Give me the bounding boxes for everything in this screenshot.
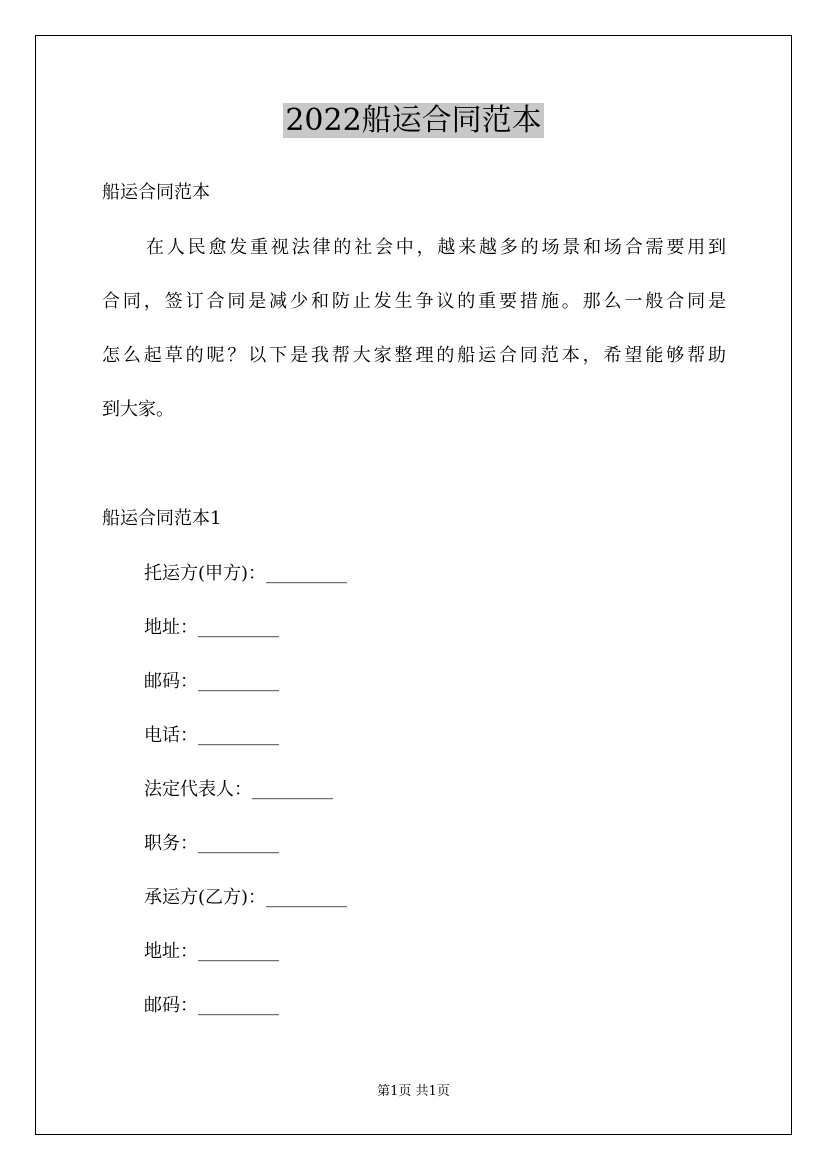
field-blank: _________: [198, 671, 279, 692]
field-row: [144, 939, 279, 965]
field-blank: _________: [198, 995, 279, 1016]
sample-heading: 船运合同范本1: [102, 508, 222, 529]
field-row: [144, 777, 333, 803]
field-row: [144, 885, 347, 911]
field-blank: _________: [198, 617, 279, 638]
document-title-text: 2022船运合同范本: [285, 103, 542, 138]
field-row: [144, 993, 279, 1019]
field-blank: _________: [198, 941, 279, 962]
intro-line-4: 到大家。: [102, 399, 174, 420]
intro-line-2: 合同，签订合同是减少和防止发生争议的重要措施。那么一般合同是: [102, 291, 726, 312]
field-blank: _________: [252, 779, 333, 800]
field-label-carrier: 承运方(乙方)：: [144, 887, 267, 908]
page-footer: 第1页 共1页: [377, 1084, 450, 1099]
document-title: [0, 100, 827, 142]
field-row: [144, 561, 347, 587]
field-label-postcode: 邮码：: [144, 671, 198, 692]
field-label-shipper: 托运方(甲方)：: [144, 563, 267, 584]
field-blank: _________: [198, 833, 279, 854]
field-label-phone: 电话：: [144, 725, 198, 746]
field-label-address: 地址：: [144, 941, 198, 962]
field-blank: _________: [266, 563, 348, 584]
field-blank: _________: [266, 887, 348, 908]
field-label-position: 职务：: [144, 833, 198, 854]
field-row: [144, 615, 279, 641]
field-row: [144, 831, 279, 857]
field-label-legal-rep: 法定代表人：: [144, 779, 252, 800]
field-row: [144, 669, 279, 695]
field-label-postcode: 邮码：: [144, 995, 198, 1016]
intro-line-1: 在人民愈发重视法律的社会中，越来越多的场景和场合需要用到: [146, 237, 726, 258]
field-label-address: 地址：: [144, 617, 198, 638]
intro-line-3: 怎么起草的呢？以下是我帮大家整理的船运合同范本，希望能够帮助: [102, 345, 726, 366]
field-blank: _________: [198, 725, 279, 746]
section-heading: 船运合同范本: [102, 182, 210, 203]
field-row: [144, 723, 279, 749]
